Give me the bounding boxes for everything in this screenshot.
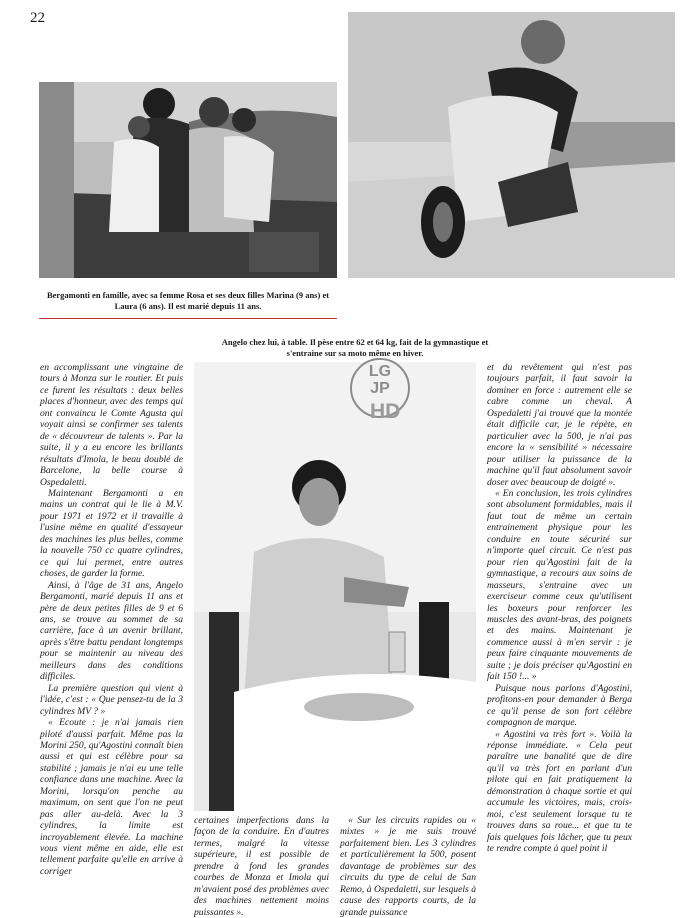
family-photo-caption: Bergamonti en famille, avec sa femme Rosa et ses deux filles Marina (9 ans) et Laura (6 ans). Il est marié depuis 11 ans. [46,290,330,311]
racing-photo [348,12,675,278]
col1-paragraph-4: La première question qui vient à l'idée, c'est : « Que pensez-tu de la 3 cylindres MV ? » [40,682,183,717]
table-photo-image [194,362,476,811]
col2-paragraph: certaines imperfections dans la façon de la conduire. En d'autres termes, malgré la vitesse supérieure, il est possible de prendre à fond les grandes courbes de Monza et Imola qui m'avaient posé des problèmes avec des machines nettement moins puissantes ». [194,815,329,918]
family-photo-image [39,82,337,278]
racing-photo-image [348,12,675,278]
text-column-2 [194,815,329,918]
page-number: 22 [30,10,45,26]
col1-paragraph-5: « Ecoute : je n'ai jamais rien piloté d'aussi parfait. Même pas la Morini 250, qu'Agostini connaît bien aussi et qui est célèbre pour sa stabilité ; jamais je n'ai eu une telle confiance dans une machine. Avec la Morini, lorsqu'on penche au maximum, on sent que l'on ne peut pas aller au-delà. Avec la 3 cylindres, la limite est incroyablement élevée. La machine vous vient même en aide, elle est tellement parfaite qu'elle en arrive à corriger [40,717,183,877]
col1-paragraph-2: Maintenant Bergamonti a en mains un contrat qui le lie à M.V. pour 1971 et 1972 et il travaille à l'usine même en qualité d'essayeur des machines les plus belles, comme la nouvelle 750 cc quatre cylindres, ce qui lui permet, entre autres choses, de garder la forme. [40,487,183,580]
col4-paragraph-1: et du revêtement qui n'est pas toujours parfait, il faut savoir la dominer en force : autrement elle se cabre comme un cheval. A Ospedaletti j'ai trouvé que la montée était difficile car, je le répète, en particulier avec la 500, je n'ai pas encore la « sensibilité » nécessaire pour utiliser la puissance de la machine qu'il faut absolument savoir doser avec beaucoup de doigté ». [487,362,632,488]
col1-paragraph-1: en accomplissant une vingtaine de tours à Monza sur le routier. Et puis ce furent les résultats : deux belles places d'honneur, avec des temps qui ont convaincu le Comte Agusta qui voyait ainsi se confirmer ses talents de « découvreur de talents ». Par la suite, il y a eu encore les brillants résultats d'Imola, le beau doublé de Barcelone, la belle course à Ospedaletti. [40,362,183,488]
table-photo-caption: Angelo chez lui, à table. Il pèse entre 62 et 64 kg, fait de la gymnastique et s'entraine sur sa moto même en hiver. [221,337,489,358]
col4-paragraph-4: « Agostini va très fort ». Voilà la réponse immédiate. « Cela peut paraître une banalité que de dire qu'il va très fort en parlant d'un pilote qui en fait pratiquement la démonstration à chaque sortie et qui accumule les victoires, mais, crois-moi, c'est seulement lorsque tu te trouves dans sa roue... et que tu te fais quelques fois lâcher, que tu peux te rendre compte à quel point il [487,728,632,855]
watermark-line-2: JP [370,380,390,397]
family-photo [39,82,337,278]
text-column-3 [340,815,476,918]
text-column-1 [40,362,183,877]
text-column-4 [487,362,632,854]
watermark-line-1: LG [368,363,392,380]
table-photo [194,362,476,811]
col4-paragraph-3: Puisque nous parlons d'Agostini, profitons-en pour demander à Berga ce qu'il pense de son fort célèbre compagnon de marque. [487,682,632,729]
watermark-hd: HD [370,400,401,423]
caption-divider [39,318,337,319]
col4-paragraph-2: « En conclusion, les trois cylindres sont absolument formidables, mais il faut tout de même un certain entrainement physique pour les conduire en toute sécurité sur n'importe quel circuit. Ce n'est pas pour rien qu'Agostini fait de la gymnastique, a recours aux soins de masseurs, s'entraine avec un exerciseur comme ceux qu'utilisent les boxeurs pour renforcer les muscles des avant-bras, des poignets et des mains. Maintenant je commence aussi à m'en servir : je peux faire cinquante mouvements de suite ; je dois préciser qu'Agostini en fait 150 !... » [487,487,632,683]
col1-paragraph-3: Ainsi, à l'âge de 31 ans, Angelo Bergamonti, marié depuis 11 ans et père de deux petites filles de 9 et 6 ans, se trouve au sommet de sa carrière, face à un avenir brillant, après s'être battu pendant longtemps pour se maintenir au niveau des meilleurs dans des conditions difficiles. [40,579,183,683]
col3-paragraph: « Sur les circuits rapides ou « mixtes » je me suis trouvé parfaitement bien. Les 3 cylindres et particulièrement la 500, posent davantage de problèmes sur des circuits du type de celui de San Remo, à Ospedaletti, sur lesquels à cause des rapports courts, de la grande puissance [340,815,476,918]
